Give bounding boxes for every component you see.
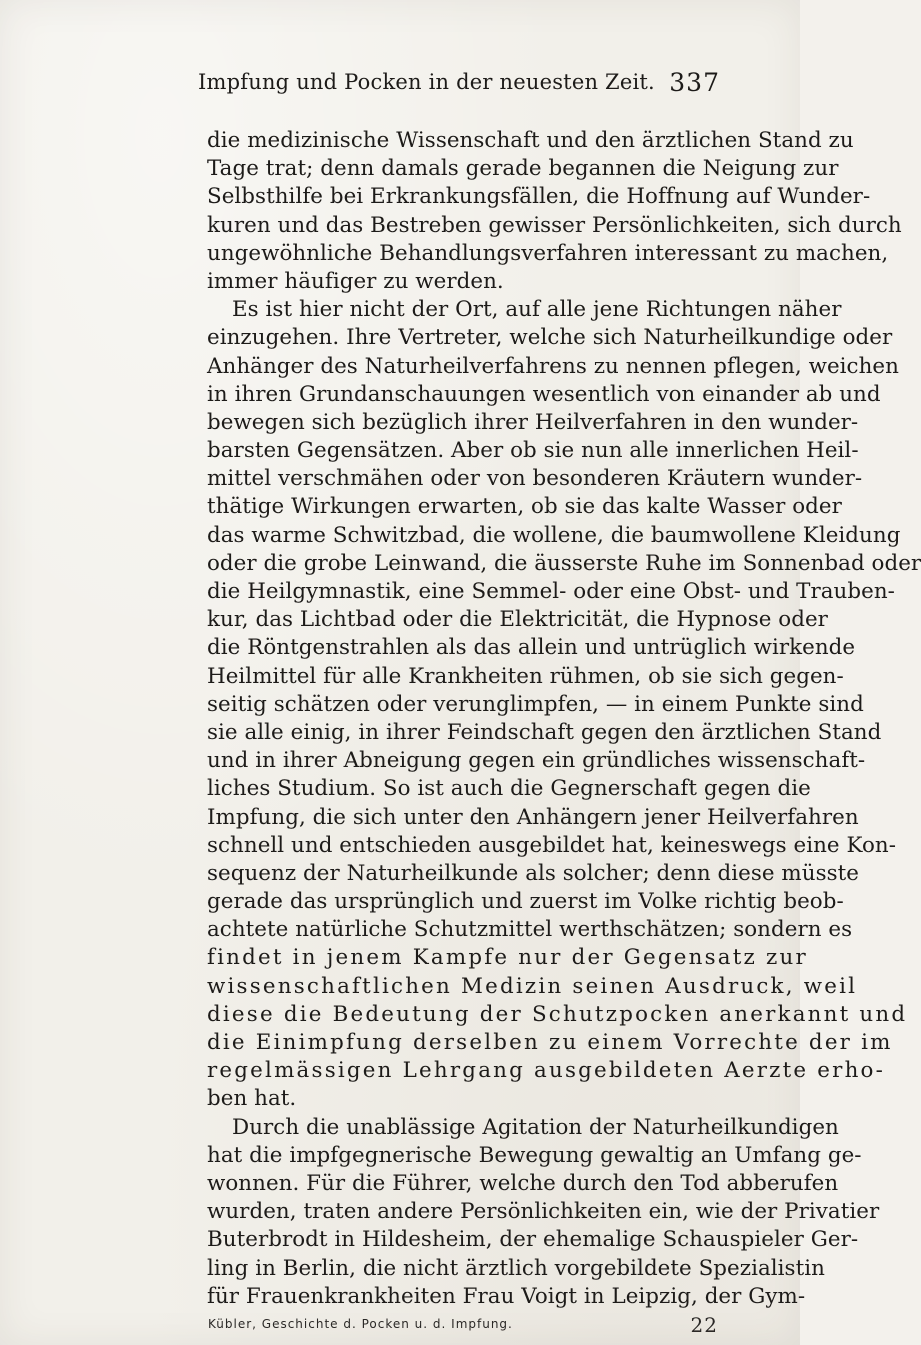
signature-mark: 22 bbox=[690, 1313, 718, 1337]
text-line: gerade das ursprünglich und zuerst im Volke richtig beob- bbox=[207, 889, 844, 915]
body-text bbox=[207, 127, 921, 1311]
text-line: achtete natürliche Schutzmittel werthschätzen; sondern es bbox=[207, 917, 853, 943]
text-line: Tage trat; denn damals gerade begannen die Neigung zur bbox=[207, 156, 839, 182]
text-line: Buterbrodt in Hildesheim, der ehemalige Schauspieler Ger- bbox=[207, 1227, 859, 1253]
text-line: Heilmittel für alle Krankheiten rühmen, ob sie sich gegen- bbox=[207, 663, 844, 689]
text-line: wurden, traten andere Persönlichkeiten ein, wie der Privatier bbox=[207, 1199, 880, 1225]
text-line: Es ist hier nicht der Ort, auf alle jene Richtungen näher bbox=[232, 297, 842, 323]
text-line: ben hat. bbox=[207, 1086, 297, 1112]
text-line: für Frauenkrankheiten Frau Voigt in Leipzig, der Gym- bbox=[207, 1283, 806, 1309]
text-line: in ihren Grundanschauungen wesentlich von einander ab und bbox=[207, 381, 881, 407]
text-line: oder die grobe Leinwand, die äusserste Ruhe im Sonnenbad oder bbox=[207, 550, 921, 576]
text-line: regelmässigen Lehrgang ausgebildeten Aerzte erho- bbox=[207, 1058, 886, 1084]
text-line: bewegen sich bezüglich ihrer Heilverfahren in den wunder- bbox=[207, 409, 859, 435]
text-line: einzugehen. Ihre Vertreter, welche sich Naturheilkundige oder bbox=[207, 325, 893, 351]
text-line: Impfung, die sich unter den Anhängern jener Heilverfahren bbox=[207, 804, 859, 830]
text-line: hat die impfgegnerische Bewegung gewaltig an Umfang ge- bbox=[207, 1142, 862, 1168]
running-title: Impfung und Pocken in der neuesten Zeit. bbox=[198, 70, 655, 94]
text-line: seitig schätzen oder verunglimpfen, — in einem Punkte sind bbox=[207, 691, 864, 717]
page-footer bbox=[208, 1313, 722, 1341]
text-line: ling in Berlin, die nicht ärztlich vorgebildete Spezialistin bbox=[207, 1255, 825, 1281]
text-line: und in ihrer Abneigung gegen ein gründliches wissenschaft- bbox=[207, 748, 866, 774]
text-line: wissenschaftlichen Medizin seinen Ausdruck, weil bbox=[207, 973, 858, 999]
text-line: ungewöhnliche Behandlungsverfahren interessant zu machen, bbox=[207, 240, 889, 266]
text-line: thätige Wirkungen erwarten, ob sie das kalte Wasser oder bbox=[207, 494, 842, 520]
text-line: immer häufiger zu werden. bbox=[207, 268, 504, 294]
paragraph-1 bbox=[207, 127, 902, 296]
text-line: barsten Gegensätzen. Aber ob sie nun alle innerlichen Heil- bbox=[207, 438, 859, 464]
page-number: 337 bbox=[669, 68, 720, 97]
text-line: die Einimpfung derselben zu einem Vorrechte der im bbox=[207, 1030, 893, 1055]
paragraph-2 bbox=[207, 296, 921, 1113]
text-line: Anhänger des Naturheilverfahrens zu nennen pflegen, weichen bbox=[207, 353, 899, 379]
text-line: liches Studium. So ist auch die Gegnerschaft gegen die bbox=[207, 776, 811, 802]
text-line: Durch die unablässige Agitation der Naturheilkundigen bbox=[232, 1114, 839, 1140]
text-line: findet in jenem Kampfe nur der Gegensatz zur bbox=[207, 945, 808, 971]
text-line: kur, das Lichtbad oder die Elektricität, die Hypnose oder bbox=[207, 607, 828, 633]
paragraph-3 bbox=[207, 1114, 880, 1311]
text-line: die medizinische Wissenschaft und den ärztlichen Stand zu bbox=[207, 128, 854, 153]
text-line: wonnen. Für die Führer, welche durch den Tod abberufen bbox=[207, 1170, 839, 1196]
text-line: mittel verschmähen oder von besonderen Kräutern wunder- bbox=[207, 466, 863, 492]
text-line: sequenz der Naturheilkunde als solcher; denn diese müsste bbox=[207, 860, 860, 886]
text-line: schnell und entschieden ausgebildet hat, keineswegs eine Kon- bbox=[207, 832, 896, 858]
text-line: sie alle einig, in ihrer Feindschaft gegen den ärztlichen Stand bbox=[207, 719, 882, 745]
text-line: diese die Bedeutung der Schutzpocken anerkannt und bbox=[207, 1001, 908, 1027]
text-line: kuren und das Bestreben gewisser Persönlichkeiten, sich durch bbox=[207, 212, 902, 238]
text-line: die Heilgymnastik, eine Semmel- oder eine Obst- und Trauben- bbox=[207, 579, 895, 604]
text-line: die Röntgenstrahlen als das allein und untrüglich wirkende bbox=[207, 635, 856, 661]
footer-text: Kübler, Geschichte d. Pocken u. d. Impfung. bbox=[208, 1317, 513, 1331]
running-head bbox=[198, 70, 720, 106]
text-line: das warme Schwitzbad, die wollene, die baumwollene Kleidung bbox=[207, 522, 901, 548]
text-line: Selbsthilfe bei Erkrankungsfällen, die Hoffnung auf Wunder- bbox=[207, 184, 871, 210]
